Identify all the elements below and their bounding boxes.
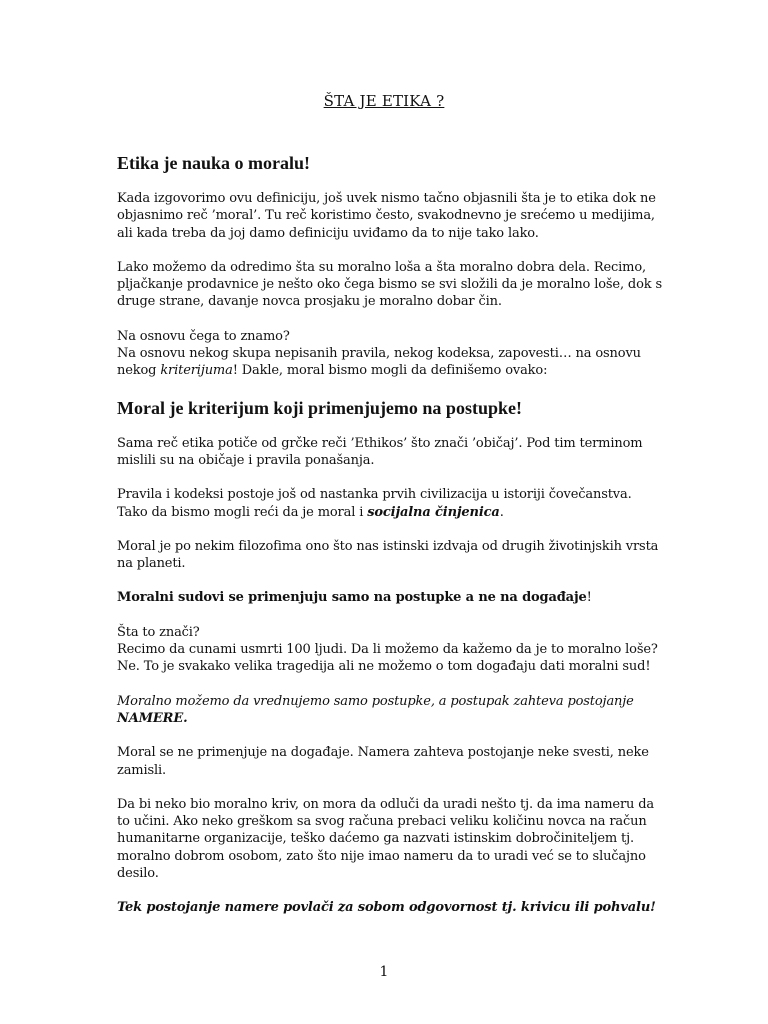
- paragraph-etymology: Sama reč etika potiče od grčke reči ’Ethikos’ što znači ’običaj’. Pod tim terminom mislili su na običaje i pravila ponašanja.: [117, 435, 643, 468]
- paragraph-intention: [117, 693, 662, 728]
- criteria-text-end: ! Dakle, moral bismo mogli da definišemo ovako:: [232, 363, 548, 379]
- criteria-emphasis: kriterijuma: [160, 363, 233, 379]
- paragraph-question: Na osnovu čega to znamo?: [117, 328, 290, 344]
- document-title: ŠTA JE ETIKA ?: [323, 92, 445, 110]
- paragraph-social-fact: [117, 486, 662, 521]
- paragraph-moral-examples: Lako možemo da odredimo šta su moralno loša a šta moralno dobra dela. Recimo, pljačkanje prodavnice je nešto oko čega bismo se svi složili da je moralno loše, dok s druge strane, davanje novca prosjaku je moralno dobar čin.: [117, 259, 662, 310]
- paragraph-tsunami-example: Recimo da cunami usmrti 100 ljudi. Da li možemo da kažemo da je to moralno loše? Ne. To je svakako velika tragedija ali ne možemo o tom događaju dati moralni sud!: [117, 642, 658, 675]
- paragraph-criteria: [117, 345, 662, 380]
- document-body: [117, 152, 662, 934]
- page-number: 1: [379, 964, 389, 980]
- social-fact-emphasis: socijalna činjenica: [367, 504, 500, 520]
- paragraph-events: Moral se ne primenjuje na događaje. Namera zahteva postojanje neke svesti, neke zamisli.: [117, 745, 649, 778]
- criteria-text-start: Na osnovu nekog skupa nepisanih pravila, nekog kodeksa, zapovesti… na osnovu nekog: [117, 346, 641, 379]
- heading-moral-criterion: Moral je kriterijum koji primenjujemo na postupke!: [117, 397, 522, 418]
- intention-emphasis: NAMERE.: [117, 710, 188, 726]
- moral-judgments-end: !: [586, 590, 592, 606]
- paragraph-guilt: Da bi neko bio moralno kriv, on mora da odluči da uradi nešto tj. da ima nameru da to učini. Ako neko greškom sa svog računa prebaci veliku količinu novca na račun humanitarne organizacije, teško daćemo ga nazvati istinskim dobročiniteljem tj. moralno dobrom osobom, zato što nije imao nameru da to uradi već se to slučajno desilo.: [117, 796, 655, 882]
- paragraph-moral-judgments: [117, 589, 662, 606]
- social-fact-text-end: .: [499, 504, 504, 520]
- moral-judgments-bold: Moralni sudovi se primenjuju samo na postupke a ne na događaje: [117, 590, 587, 606]
- paragraph-conclusion: Tek postojanje namere povlači za sobom odgovornost tj. krivicu ili pohvalu!: [117, 900, 656, 916]
- intention-italic: Moralno možemo da vrednujemo samo postupke, a postupak zahteva postojanje: [117, 693, 634, 709]
- social-fact-text-start: Pravila i kodeksi postoje još od nastanka prvih civilizacija u istoriji čovečanstva. Tako da bismo mogli reći da je moral i: [117, 487, 632, 520]
- paragraph-meaning-question: Šta to znači?: [117, 624, 200, 640]
- paragraph-philosophers: Moral je po nekim filozofima ono što nas istinski izdvaja od drugih životinjskih vrsta na planeti.: [117, 538, 659, 572]
- heading-ethics-definition: Etika je nauka o moralu!: [117, 153, 311, 173]
- paragraph-definition: Kada izgovorimo ovu definiciju, još uvek nismo tačno objasnili šta je to etika dok ne objasnimo reč ’moral’. Tu reč koristimo često, svakodnevno je srećemo u medijima, ali kada treba da joj damo definiciju uviđamo da to nije tako lako.: [117, 191, 656, 241]
